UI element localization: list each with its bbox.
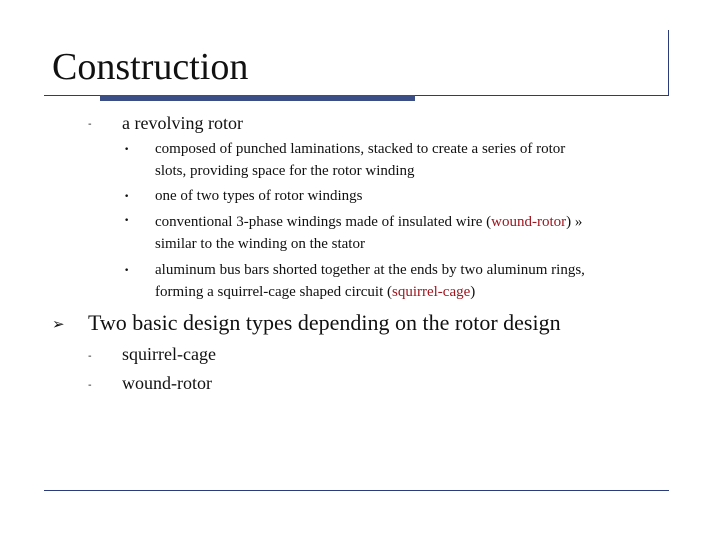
title-accent-bar: [100, 95, 415, 101]
design-type-wound-rotor: wound-rotor: [122, 373, 212, 393]
detail-item-3-text: conventional 3-phase windings made of insulated wire (: [155, 214, 492, 230]
squirrel-cage-highlight: squirrel-cage: [391, 284, 471, 300]
detail-item-4-text-end: ): [470, 284, 476, 300]
main-bullet: Two basic design types depending on the rotor design: [88, 310, 561, 335]
dot-bullet-icon: •: [124, 216, 130, 226]
title-frame-right-line: [668, 30, 669, 96]
arrow-bullet-icon: ➢: [52, 315, 65, 333]
wound-rotor-highlight: wound-rotor: [491, 214, 567, 230]
detail-item-1-line-2: slots, providing space for the rotor winding: [155, 163, 415, 179]
sub-header: a revolving rotor: [122, 113, 243, 133]
detail-item-3-line-1: [155, 211, 582, 233]
dash-bullet-icon: -: [88, 351, 92, 362]
slide-title: Construction: [52, 46, 249, 88]
detail-item-3-line-2: similar to the winding on the stator: [155, 236, 365, 252]
detail-item-1-line-1: composed of punched laminations, stacked to create a series of rotor: [155, 141, 566, 157]
dash-bullet-icon: -: [88, 380, 92, 391]
design-type-squirrel-cage: squirrel-cage: [122, 344, 216, 364]
dash-bullet-icon: -: [88, 119, 92, 130]
dot-bullet-icon: •: [124, 266, 130, 276]
dot-bullet-icon: •: [124, 145, 130, 155]
detail-item-4-line-2: [155, 281, 475, 303]
detail-item-4-text: forming a squirrel-cage shaped circuit (: [155, 284, 392, 300]
dot-bullet-icon: •: [124, 192, 130, 202]
detail-item-2-line-1: one of two types of rotor windings: [155, 188, 363, 204]
detail-item-4-line-1: aluminum bus bars shorted together at the ends by two aluminum rings,: [155, 262, 585, 278]
footer-divider-line: [44, 490, 669, 491]
detail-item-3-text-end: ) »: [566, 214, 583, 230]
